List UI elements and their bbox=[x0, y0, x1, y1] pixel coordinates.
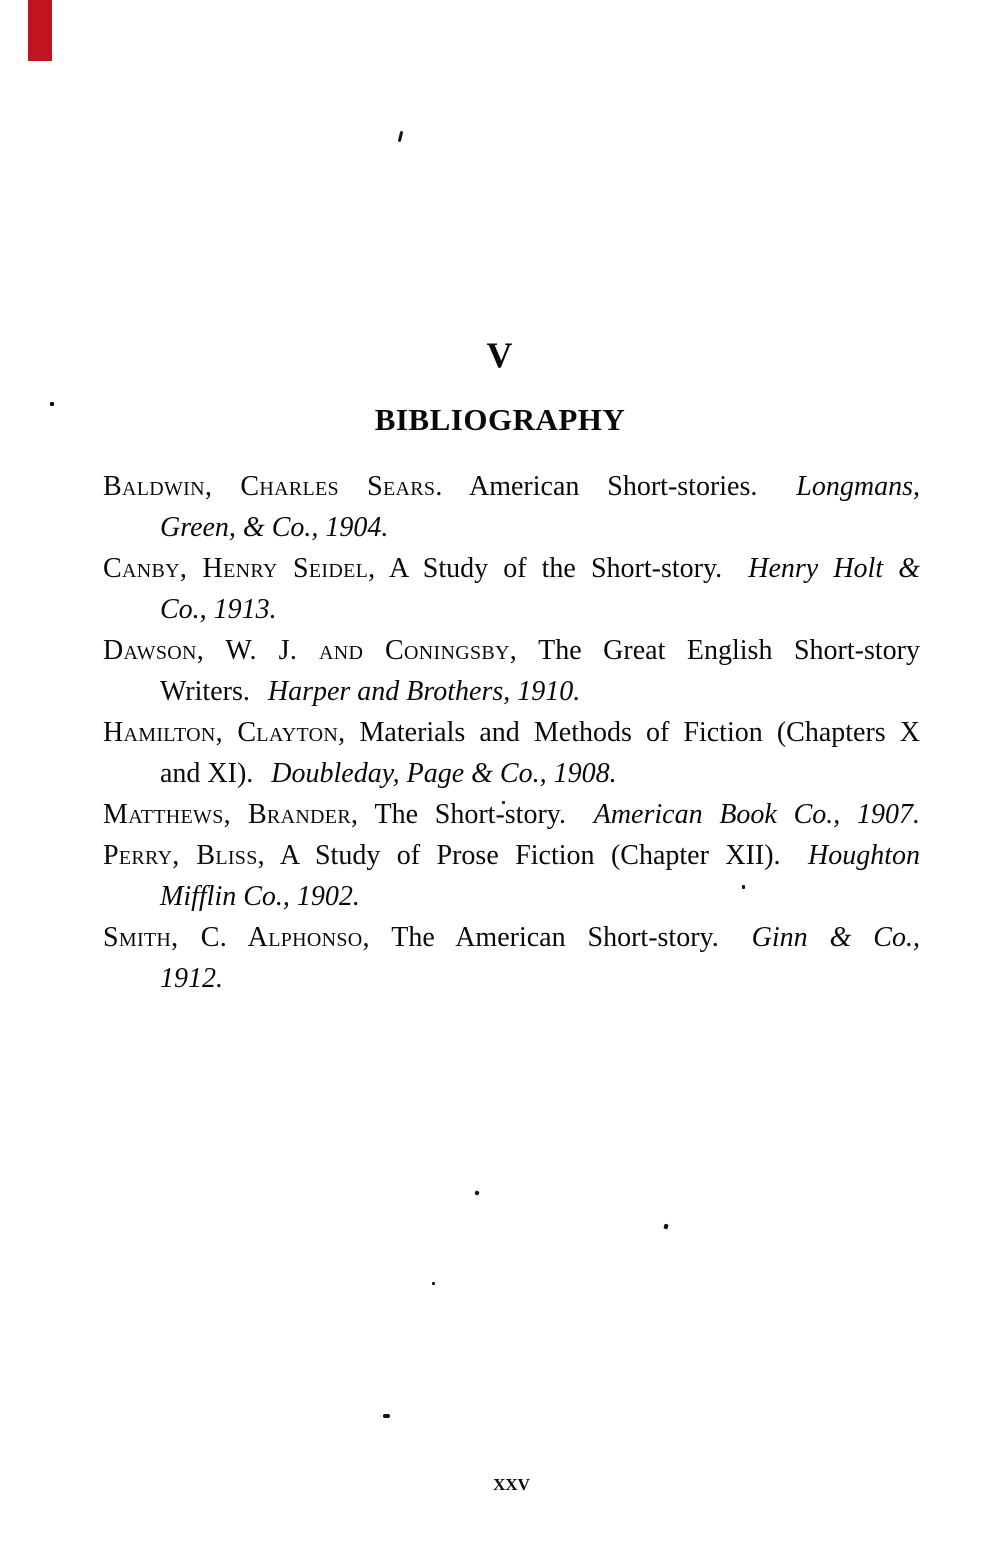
bibliography-heading: BIBLIOGRAPHY bbox=[374, 402, 626, 437]
publisher-info: Longmans, bbox=[796, 471, 920, 502]
bibliography-entry bbox=[103, 712, 920, 794]
entry-line bbox=[160, 671, 920, 712]
ink-speck bbox=[663, 1224, 668, 1230]
work-title: American Short-stories. bbox=[468, 471, 758, 502]
ink-speck bbox=[383, 1414, 390, 1418]
publisher-info: 1912. bbox=[160, 963, 223, 994]
publisher-info: Green, & Co., 1904. bbox=[160, 512, 389, 543]
work-title: and XI). bbox=[160, 758, 254, 789]
publisher-info: Harper and Brothers, 1910. bbox=[267, 676, 581, 707]
work-title: The Short-story. bbox=[374, 799, 566, 830]
bibliography-entry bbox=[103, 794, 920, 835]
publisher-info: Co., 1913. bbox=[160, 594, 277, 625]
author-name: Smith, C. Alphonso, bbox=[103, 922, 370, 953]
bibliography-entry bbox=[103, 466, 920, 548]
bibliography-entry bbox=[103, 917, 920, 999]
author-name: Canby, Henry Seidel, bbox=[103, 553, 376, 584]
bibliography-entry bbox=[103, 630, 920, 712]
bibliography-entry bbox=[103, 548, 920, 630]
author-name: Matthews, Brander, bbox=[103, 799, 359, 830]
entry-line bbox=[103, 835, 920, 876]
entry-line bbox=[160, 753, 920, 794]
red-edge-mark bbox=[28, 0, 52, 61]
entry-line bbox=[103, 630, 920, 671]
entry-line bbox=[103, 917, 920, 958]
publisher-info: Ginn & Co., bbox=[751, 922, 920, 953]
author-name: Perry, Bliss, bbox=[103, 840, 265, 871]
author-name: Dawson, W. J. and Coningsby, bbox=[103, 635, 518, 666]
entry-line bbox=[160, 507, 920, 548]
bibliography-list bbox=[103, 466, 920, 999]
work-title: Writers. bbox=[160, 676, 250, 707]
work-title: A Study of the Short-story. bbox=[389, 553, 723, 584]
publisher-info: Henry Holt & bbox=[748, 553, 920, 584]
publisher-info: American Book Co., 1907. bbox=[593, 799, 921, 830]
bibliography-entry bbox=[103, 835, 920, 917]
entry-line bbox=[103, 466, 920, 507]
author-name: Hamilton, Clayton, bbox=[103, 717, 346, 748]
entry-line bbox=[103, 712, 920, 753]
work-title: A Study of Prose Fiction (Chapter XII). bbox=[279, 840, 781, 871]
publisher-info: Houghton bbox=[808, 840, 921, 871]
section-number: V bbox=[486, 335, 514, 375]
ink-speck bbox=[398, 131, 404, 142]
entry-line bbox=[160, 589, 920, 630]
author-name: Baldwin, Charles Sears. bbox=[103, 471, 443, 502]
work-title: Materials and Methods of Fiction (Chapters X bbox=[359, 717, 921, 748]
work-title: The Great English Short-story bbox=[538, 635, 920, 666]
publisher-info: Doubleday, Page & Co., 1908. bbox=[271, 758, 617, 789]
page-number: xxv bbox=[493, 1470, 530, 1496]
ink-speck bbox=[432, 1282, 435, 1285]
entry-line bbox=[103, 794, 920, 835]
publisher-info: Mifflin Co., 1902. bbox=[160, 881, 360, 912]
entry-line bbox=[103, 548, 920, 589]
ink-speck bbox=[474, 1190, 479, 1195]
entry-line bbox=[160, 958, 920, 999]
entry-line bbox=[160, 876, 920, 917]
work-title: The American Short-story. bbox=[391, 922, 719, 953]
